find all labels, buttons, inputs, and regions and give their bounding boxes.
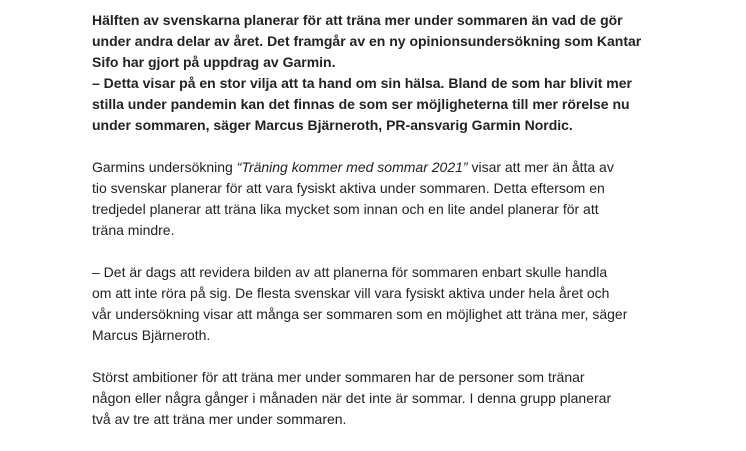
ambitions-line: Störst ambitioner för att träna mer under sommaren har de personer som tränar (92, 369, 585, 385)
survey-line: tredjedel planerar att träna lika mycket som innan och en lite andel planerar för att (92, 201, 599, 217)
lead-line: Hälften av svenskarna planerar för att träna mer under sommaren än vad de gör (92, 12, 623, 28)
lead-paragraph (92, 10, 692, 136)
quote-line: – Det är dags att revidera bilden av att planerna för sommaren enbart skulle handla (92, 264, 608, 280)
quote-line: vår undersökning visar att många ser sommaren som en möjlighet att träna mer, säger (92, 306, 628, 322)
quote-paragraph (92, 262, 692, 346)
ambitions-line: någon eller några gånger i månaden när det inte är sommar. I denna grupp planerar (92, 390, 612, 406)
quote-line: Marcus Bjärneroth. (92, 327, 211, 343)
survey-line: tio svenskar planerar för att vara fysiskt aktiva under sommaren. Detta eftersom en (92, 180, 605, 196)
survey-line-suffix: visar att mer än åtta av (467, 159, 614, 175)
survey-line-prefix: Garmins undersökning (92, 159, 237, 175)
press-release-document (92, 10, 692, 451)
lead-line: stilla under pandemin kan det finnas de som ser möjligheterna till mer rörelse nu (92, 96, 630, 112)
survey-line: träna mindre. (92, 222, 175, 238)
lead-line: Sifo har gjort på uppdrag av Garmin. (92, 54, 336, 70)
lead-line: – Detta visar på en stor vilja att ta hand om sin hälsa. Bland de som har blivit mer (92, 75, 632, 91)
survey-line (92, 157, 692, 178)
lead-line: under andra delar av året. Det framgår av en ny opinionsundersökning som Kantar (92, 33, 642, 49)
lead-line: under sommaren, säger Marcus Bjärneroth, PR-ansvarig Garmin Nordic. (92, 117, 573, 133)
survey-paragraph (92, 157, 692, 241)
ambitions-line: två av tre att träna mer under sommaren. (92, 411, 347, 427)
ambitions-paragraph (92, 367, 692, 430)
survey-title: “Träning kommer med sommar 2021” (236, 159, 468, 175)
quote-line: om att inte röra på sig. De flesta svenskar vill vara fysiskt aktiva under hela året och (92, 285, 610, 301)
